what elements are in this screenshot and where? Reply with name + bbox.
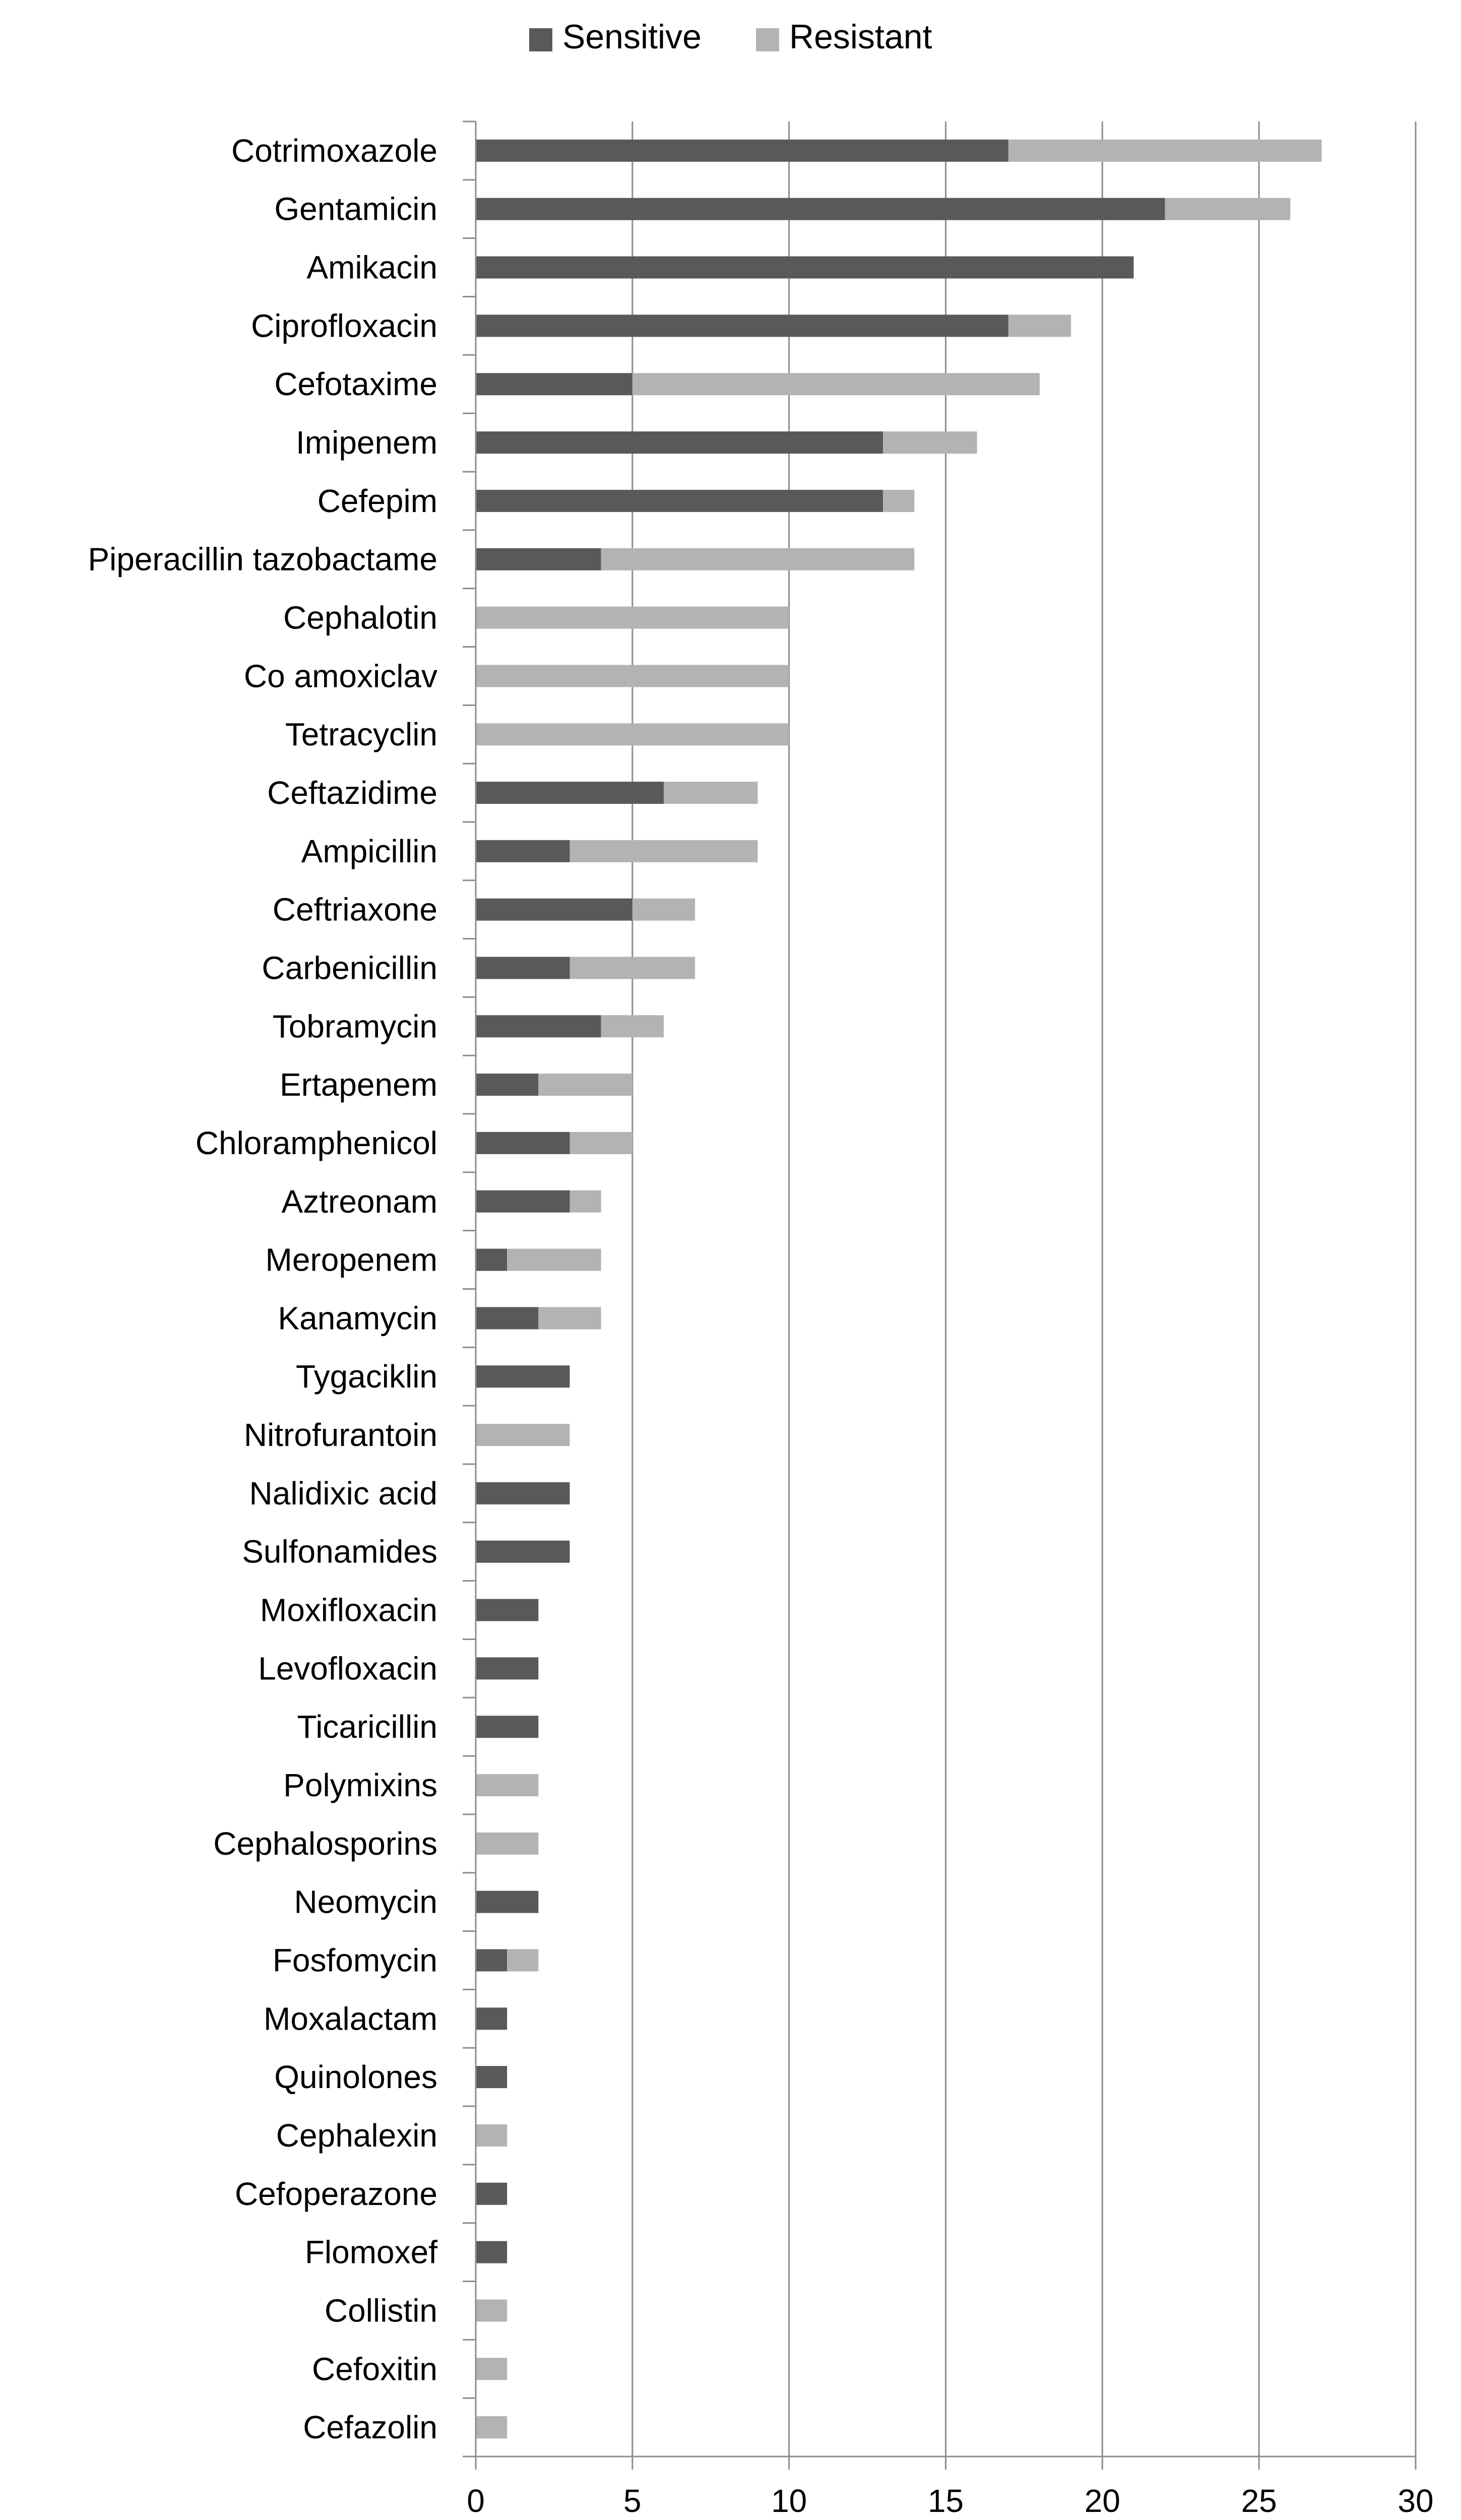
bar-resistant-39 bbox=[476, 2358, 507, 2380]
legend bbox=[529, 18, 932, 56]
bar-sensitive-14 bbox=[476, 899, 632, 921]
bar-resistant-14 bbox=[632, 899, 695, 921]
category-label: Cotrimoxazole bbox=[231, 132, 437, 169]
bar-resistant-15 bbox=[570, 957, 695, 979]
category-label: Ertapenem bbox=[279, 1066, 437, 1103]
category-label: Amikacin bbox=[306, 249, 437, 286]
category-label: Nitrofurantoin bbox=[243, 1417, 437, 1454]
legend-label-sensitive: Sensitive bbox=[562, 18, 702, 56]
bar-sensitive-5 bbox=[476, 373, 632, 395]
legend-swatch-sensitive bbox=[529, 28, 552, 51]
bar-resistant-6 bbox=[883, 431, 977, 454]
category-label: Ceftriaxone bbox=[272, 891, 437, 928]
bar-resistant-29 bbox=[476, 1774, 538, 1796]
bar-resistant-10 bbox=[476, 665, 789, 687]
x-tick-label: 15 bbox=[927, 2483, 964, 2519]
category-label: Meropenem bbox=[265, 1241, 437, 1278]
bar-sensitive-6 bbox=[476, 431, 883, 454]
category-label: Fosfomycin bbox=[272, 1942, 437, 1979]
category-label: Cefoperazone bbox=[234, 2175, 437, 2212]
category-label: Moxifloxacin bbox=[260, 1592, 437, 1628]
x-tick-label: 20 bbox=[1084, 2483, 1120, 2519]
category-labels bbox=[88, 133, 437, 2445]
bar-sensitive-24 bbox=[476, 1482, 570, 1504]
bar-resistant-13 bbox=[570, 840, 758, 862]
category-label: Cefoxitin bbox=[312, 2351, 437, 2387]
category-label: Cephalexin bbox=[276, 2117, 437, 2154]
bar-resistant-5 bbox=[632, 373, 1040, 395]
category-label: Kanamycin bbox=[278, 1300, 437, 1337]
category-label: Tygaciklin bbox=[296, 1358, 437, 1395]
bar-sensitive-7 bbox=[476, 490, 883, 512]
bar-resistant-35 bbox=[476, 2124, 507, 2147]
bar-resistant-2 bbox=[1165, 198, 1291, 220]
bar-resistant-9 bbox=[476, 607, 789, 629]
x-tick-label: 25 bbox=[1241, 2483, 1277, 2519]
x-axis bbox=[476, 2456, 1416, 2470]
legend-swatch-resistant bbox=[756, 28, 779, 51]
bar-sensitive-21 bbox=[476, 1307, 538, 1329]
category-label: Moxalactam bbox=[264, 2000, 437, 2037]
bar-resistant-23 bbox=[476, 1424, 570, 1446]
bars bbox=[476, 140, 1322, 2438]
category-label: Cefepim bbox=[317, 482, 437, 519]
bar-sensitive-18 bbox=[476, 1132, 570, 1154]
bar-sensitive-12 bbox=[476, 782, 664, 804]
bar-sensitive-19 bbox=[476, 1190, 570, 1213]
bar-sensitive-1 bbox=[476, 140, 1008, 162]
category-label: Cephalotin bbox=[283, 599, 437, 636]
bar-sensitive-3 bbox=[476, 257, 1134, 279]
category-label: Co amoxiclav bbox=[243, 658, 437, 695]
bar-sensitive-16 bbox=[476, 1015, 601, 1037]
bar-sensitive-13 bbox=[476, 840, 570, 862]
category-label: Nalidixic acid bbox=[249, 1475, 437, 1511]
bar-sensitive-26 bbox=[476, 1599, 538, 1621]
x-tick-labels bbox=[467, 2483, 1433, 2519]
bar-sensitive-20 bbox=[476, 1249, 507, 1271]
bar-sensitive-8 bbox=[476, 548, 601, 571]
category-label: Ceftazidime bbox=[267, 774, 437, 811]
bar-resistant-17 bbox=[538, 1074, 632, 1096]
legend-label-resistant: Resistant bbox=[789, 18, 932, 56]
bar-sensitive-31 bbox=[476, 1891, 538, 1913]
bar-resistant-38 bbox=[476, 2299, 507, 2321]
bar-resistant-16 bbox=[601, 1015, 664, 1037]
category-label: Gentamicin bbox=[274, 191, 437, 227]
category-label: Ampicillin bbox=[301, 833, 437, 869]
category-label: Polymixins bbox=[283, 1767, 437, 1804]
category-label: Neomycin bbox=[294, 1883, 437, 1920]
bar-resistant-1 bbox=[1008, 140, 1322, 162]
bar-resistant-32 bbox=[507, 1949, 538, 1971]
bar-resistant-30 bbox=[476, 1833, 538, 1855]
bar-sensitive-27 bbox=[476, 1657, 538, 1679]
bar-sensitive-17 bbox=[476, 1074, 538, 1096]
y-axis bbox=[463, 121, 476, 2456]
gridlines bbox=[632, 121, 1416, 2456]
category-label: Piperacillin tazobactame bbox=[88, 541, 437, 578]
category-label: Ticaricillin bbox=[297, 1709, 437, 1745]
bar-resistant-12 bbox=[664, 782, 758, 804]
category-label: Chloramphenicol bbox=[195, 1124, 437, 1161]
bar-resistant-4 bbox=[1008, 314, 1071, 337]
x-tick-label: 5 bbox=[623, 2483, 642, 2519]
category-label: Quinolones bbox=[274, 2059, 437, 2096]
category-label: Collistin bbox=[324, 2292, 437, 2329]
bar-sensitive-2 bbox=[476, 198, 1165, 220]
bar-sensitive-25 bbox=[476, 1541, 570, 1563]
bar-resistant-18 bbox=[570, 1132, 632, 1154]
bar-sensitive-33 bbox=[476, 2007, 507, 2030]
category-label: Carbenicillin bbox=[262, 950, 437, 986]
bar-sensitive-32 bbox=[476, 1949, 507, 1971]
bar-sensitive-36 bbox=[476, 2183, 507, 2205]
category-label: Cefotaxime bbox=[274, 366, 437, 403]
category-label: Levofloxacin bbox=[258, 1650, 437, 1687]
bar-resistant-19 bbox=[570, 1190, 601, 1213]
bar-resistant-20 bbox=[507, 1249, 601, 1271]
category-label: Tetracyclin bbox=[285, 716, 437, 753]
category-label: Sulfonamides bbox=[242, 1533, 437, 1570]
bar-sensitive-15 bbox=[476, 957, 570, 979]
category-label: Cephalosporins bbox=[213, 1825, 437, 1862]
bar-sensitive-37 bbox=[476, 2241, 507, 2263]
x-tick-label: 10 bbox=[771, 2483, 807, 2519]
bar-sensitive-34 bbox=[476, 2066, 507, 2088]
category-label: Flomoxef bbox=[304, 2234, 437, 2271]
bar-resistant-21 bbox=[538, 1307, 601, 1329]
x-tick-label: 0 bbox=[467, 2483, 485, 2519]
bar-resistant-11 bbox=[476, 723, 789, 745]
bar-sensitive-22 bbox=[476, 1365, 570, 1388]
category-label: Ciprofloxacin bbox=[251, 307, 437, 344]
category-label: Imipenem bbox=[296, 424, 437, 461]
x-tick-label: 30 bbox=[1398, 2483, 1434, 2519]
bar-resistant-8 bbox=[601, 548, 915, 571]
bar-resistant-7 bbox=[883, 490, 914, 512]
bar-resistant-40 bbox=[476, 2416, 507, 2438]
category-label: Tobramycin bbox=[272, 1008, 437, 1045]
bar-sensitive-4 bbox=[476, 314, 1008, 337]
category-label: Cefazolin bbox=[303, 2409, 437, 2446]
category-label: Aztreonam bbox=[281, 1183, 437, 1220]
bar-sensitive-28 bbox=[476, 1716, 538, 1738]
